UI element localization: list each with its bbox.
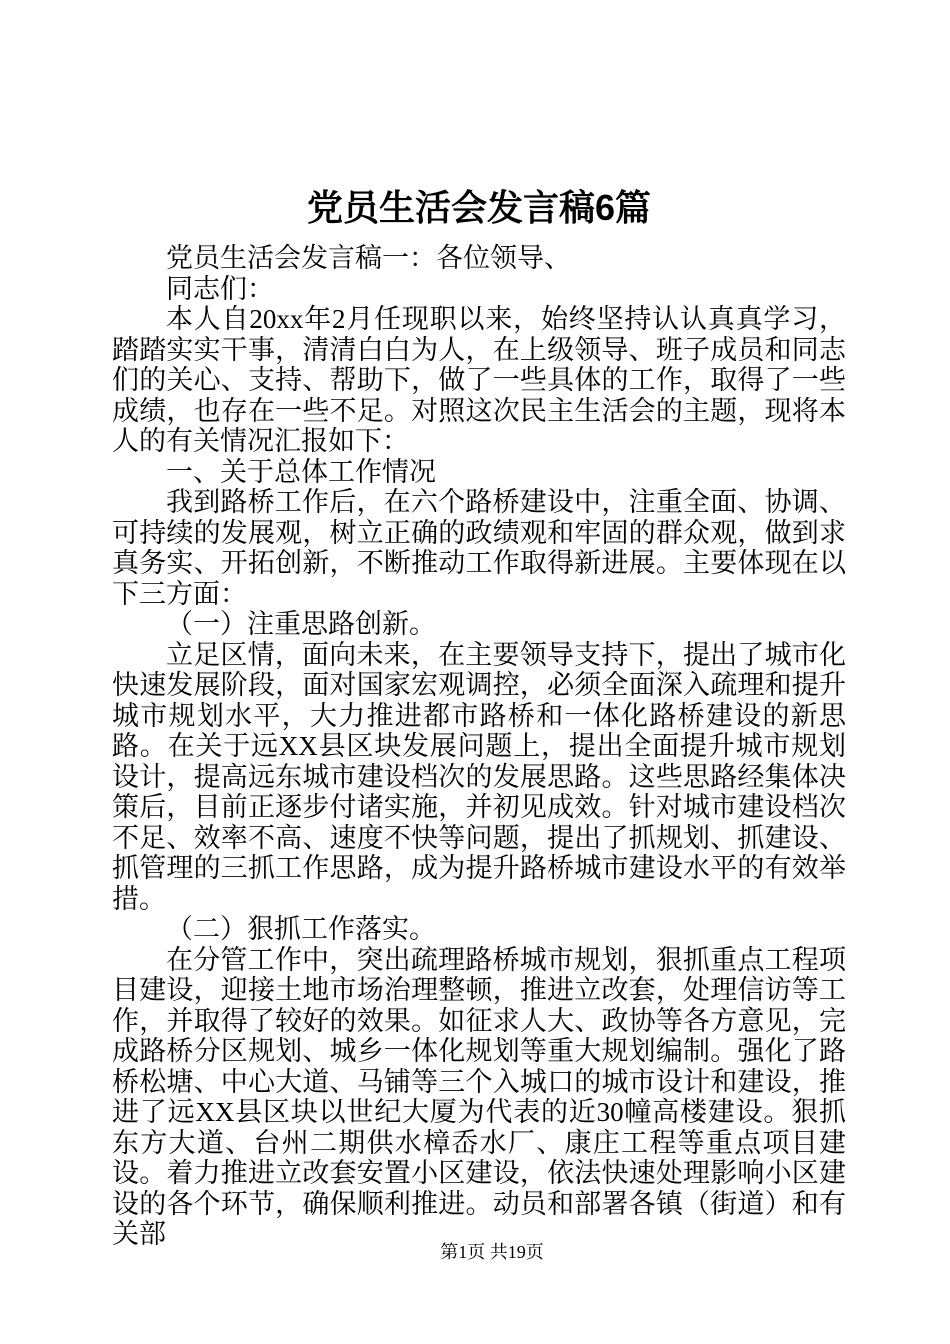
- paragraph-salutation-leaders: 党员生活会发言稿一：各位领导、: [166, 243, 571, 273]
- paragraph-idea-innovation: 立足区情，面向未来，在主要领导支持下，提出了城市化快速发展阶段，面对国家宏观调控，必须全面深入疏理和提升城市规划水平，大力推进都市路桥和一体化路桥建设的新思路。在关于远XX县区块发展问题上，提出全面提升城市规划设计，提高远东城市建设档次的发展思路。这些思路经集体决策后，目前正逐步付诸实施，并初见成效。针对城市建设档次不足、效率不高、速度不快等问题，提出了抓规划、抓建设、抓管理的三抓工作思路，成为提升路桥城市建设水平的有效举措。: [112, 639, 846, 914]
- page-number-footer: 第1页 共19页: [440, 1242, 544, 1262]
- document-content: [112, 186, 846, 1250]
- subsection-heading-work-implementation: （二）狠抓工作落实。: [166, 914, 436, 944]
- paragraph-overall-work: 我到路桥工作后，在六个路桥建设中，注重全面、协调、可持续的发展观，树立正确的政绩观和牢固的群众观，做到求真务实、开拓创新，不断推动工作取得新进展。主要体现在以下三方面：: [112, 487, 846, 609]
- document-title: 党员生活会发言稿6篇: [306, 187, 652, 228]
- subsection-heading-idea-innovation: （一）注重思路创新。: [166, 609, 436, 639]
- paragraph-work-implementation: 在分管工作中，突出疏理路桥城市规划，狠抓重点工程项目建设，迎接土地市场治理整顿，推进立改套，处理信访等工作，并取得了较好的效果。如征求人大、政协等各方意见，完成路桥分区规划、城乡一体化规划等重大规划编制。强化了路桥松塘、中心大道、马铺等三个入城口的城市设计和建设，推进了远XX县区块以世纪大厦为代表的近30幢高楼建设。狠抓东方大道、台州二期供水樟岙水厂、康庄工程等重点项目建设。着力推进立改套安置小区建设，依法快速处理影响小区建设的各个环节，确保顺利推进。动员和部署各镇（街道）和有关部: [112, 944, 846, 1249]
- paragraph-salutation-comrades: 同志们：: [166, 273, 274, 304]
- paragraph-intro: 本人自20xx年2月任现职以来，始终坚持认认真真学习，踏踏实实干事，清清白白为人，在上级领导、班子成员和同志们的关心、支持、帮助下，做了一些具体的工作，取得了一些成绩，也存在一些不足。对照这次民主生活会的主题，现将本人的有关情况汇报如下：: [112, 304, 846, 456]
- section-heading-overall-work: 一、关于总体工作情况: [166, 456, 436, 487]
